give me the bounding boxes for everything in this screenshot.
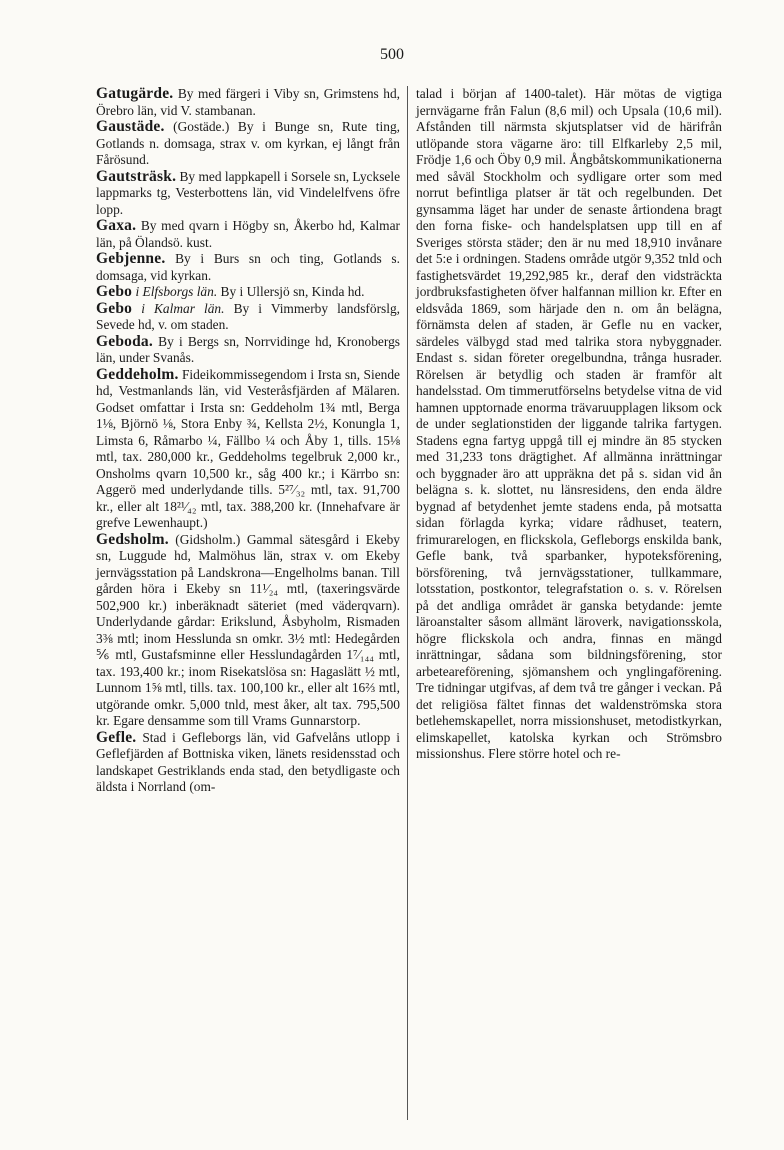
dictionary-entry xyxy=(96,532,400,730)
dictionary-entry xyxy=(96,730,400,796)
entry-region: i Elfsborgs län. xyxy=(132,284,218,299)
dictionary-entry xyxy=(96,218,400,251)
entry-headword: Geddeholm. xyxy=(96,365,179,383)
dictionary-entry xyxy=(96,367,400,532)
entry-headword: Gatugärde. xyxy=(96,85,174,102)
entry-text: By i Bergs sn, Norrvidinge hd, Kronobergs län, under Svanås. xyxy=(96,333,400,365)
dictionary-entry xyxy=(96,301,400,334)
entry-text: By med lappkapell i Sorsele sn, Lycksele lappmarks tg, Vesterbottens län, vid Vindelelfvens öfre lopp. xyxy=(96,168,401,217)
column-divider xyxy=(407,86,408,1120)
entry-text: (Gidsholm.) Gammal sätesgård i Ekeby sn, Luggude hd, Malmöhus län, strax v. om Ekeby jernvägsstation på Landskrona—Engelholms banan. Till gården höra i Ekeby sn 11¹⁄₂₄ mtl, (taxeringsvärde 502,900 kr.) inberäknadt säteriet (med väderqvarn). Underlydande gårdar: Erikslund, Åsbyholm, Rismaden 3⅜ mtl; inom Hesslunda sn omkr. 3½ mtl: Hedegården ⅚ mtl, Gustafsminne eller Hesslundagården 1⁷⁄₁₄₄ mtl, tax. 193,400 kr.; inom Risekatslösa sn: Hagaslätt ½ mtl, Lunnom 1⅝ mtl, tills. tax. 100,100 kr., eller alt 16⅔ mtl, utgörande omkr. 5,000 tnld, mest åker, alt tax. 795,500 kr. Egare densamme som till Vrams Gunnarstorp. xyxy=(96,531,400,728)
entry-headword: Gaustäde. xyxy=(96,118,165,135)
entry-text: Stad i Gefleborgs län, vid Gafvelåns utlopp i Geflefjärden af Bottniska viken, länets residensstad och landskapet Gestriklands enda stad, den betydligaste och äldsta i Norrland (om- xyxy=(96,729,400,794)
entry-text: By i Ullersjö sn, Kinda hd. xyxy=(217,284,365,299)
entry-region: i Kalmar län. xyxy=(132,300,225,316)
dictionary-entry xyxy=(96,284,400,301)
entry-text: By med qvarn i Högby sn, Åkerbo hd, Kalmar län, på Ölandsö. kust. xyxy=(96,218,400,250)
dictionary-entry xyxy=(96,119,400,169)
dictionary-entry xyxy=(96,334,400,367)
left-column xyxy=(96,86,400,796)
entry-headword: Gebjenne. xyxy=(96,250,166,267)
entry-headword: Gefle. xyxy=(96,728,137,746)
dictionary-entry xyxy=(96,169,400,219)
entry-headword: Geboda. xyxy=(96,332,153,350)
entry-text: By i Vimmerby landsförslg, Sevede hd, v. om staden. xyxy=(96,300,400,332)
entry-text: (Gostäde.) By i Bunge sn, Rute ting, Gotlands n. domsaga, strax v. om kyrkan, ej långt från Fårösund. xyxy=(96,119,400,167)
entry-headword: Gaxa. xyxy=(96,217,137,234)
entry-headword: Gedsholm. xyxy=(96,530,169,548)
right-column xyxy=(416,86,722,763)
dictionary-entry xyxy=(96,251,400,284)
entry-text: Fideikommissegendom i Irsta sn, Siende hd, Vestmanlands län, vid Vesteråsfjärden af Mälaren. Godset omfattar i Irsta sn: Geddeholm 1¾ mtl, Berga 1⅛, Björnö ⅛, Stora Enby ¾, Kellsta 2½, Konungla 1, Limsta 6, Råmarbo ¼, Fällbo ¼ och Åby 1, tills. 15⅛ mtl, tax. 280,000 kr., Geddeholms tegelbruk 2,000 kr., Onsholms qvarn 10,500 kr., såg 400 kr.; i Kärrbo sn: Aggerö med underlydande tills. 5²⁷⁄₃₂ mtl, tax. 91,700 kr., eller alt 18²¹⁄₄₂ mtl, tax. 388,200 kr. (Innehafvare är grefve Lewenhaupt.) xyxy=(96,366,400,530)
dictionary-entry xyxy=(96,86,400,119)
entry-text: By i Burs sn och ting, Gotlands s. domsaga, vid kyrkan. xyxy=(96,251,400,283)
entry-headword: Gautsträsk. xyxy=(96,167,177,185)
page-number: 500 xyxy=(380,46,404,63)
entry-headword: Gebo xyxy=(96,299,133,317)
entry-headword: Gebo xyxy=(96,283,133,300)
entry-text: By med färgeri i Viby sn, Grimstens hd, Örebro län, vid V. stambanan. xyxy=(96,86,400,118)
gefle-entry-continuation: talad i början af 1400-talet). Här mötas de vigtiga jernvägarne från Falun (8,6 mil) och Upsala (10,6 mil). Afstånden till närmsta skjutsplatser vid de härifrån utlöpande stora vägarne äro: till Elfkarleby 2,5 mil, Frödje 1,6 och Öby 0,9 mil. Ångbåtskommunikationerna med såväl Stockholm och sydligare orter som med norrut befintliga platser är tät och regelbunden. Det gynsamma läget har under de senaste årtiondena bragt den forna fiske- och handelsplatsen upp till en af Sveriges största städer; den är nu med 18,910 invånare det 5:e i ordningen. Stadens område utgör 9,352 tnld och fastighetsvärdet 19,292,985 kr., deraf den vidsträckta jordbruksfastigheten öfver halfannan million kr. Efter en eldsvåda 1869, som härjade den n. om ån belägna, förnämsta delen af staden, är Gefle nu en vacker, särdeles välbygd stad med talrika stora nybyggnader. Endast s. sidan företer oregelbundna, trånga husrader. Rörelsen är betydlig och staden är framför alt handelsstad. Om timmerutförselns betydelse vitna de vid hamnen upptornade enorma trävaruupplagen liksom ock de under seglationstiden der liggande talrika fartygen. Stadens egna fartyg uppgå till ej mindre än 85 stycken med 31,233 tons drägtighet. Af allmänna inrättningar och byggnader äro att uppräkna det på s. sidan vid ån belägna s. k. slottet, nu länsresidens, den enda äldre bygnad af betydenhet jemte stadens enda, på motsatta sidan förlagda kyrka; vidare rådhuset, teatern, frimurarelogen, en flickskola, Gefleborgs enskilda bank, Gefle bank, två sparbanker, hypoteksförening, börsförening, två jernvägsstationer, tullkammare, lotsstation, postkontor, telegrafstation o. s. v. Rörelsen på det andliga området är ganska betydande: jemte läroanstalter såsom allmänt läroverk, navigationsskola, högre flickskola och andra, finnas en mängd inrättningar, sådana som bildningsförening, stor arbeteareförening, sjömanshem och ynglingaförening. Tre tidningar utgifvas, af dem två tre gånger i veckan. På det religiösa fältet finnas det waldenströmska stora betlehemskapellet, norra missionshuset, metodistkyrkan, elimskapellet, katolska kyrkan och Strömsbro missionshus. Flere större hotel och re- xyxy=(416,86,722,761)
